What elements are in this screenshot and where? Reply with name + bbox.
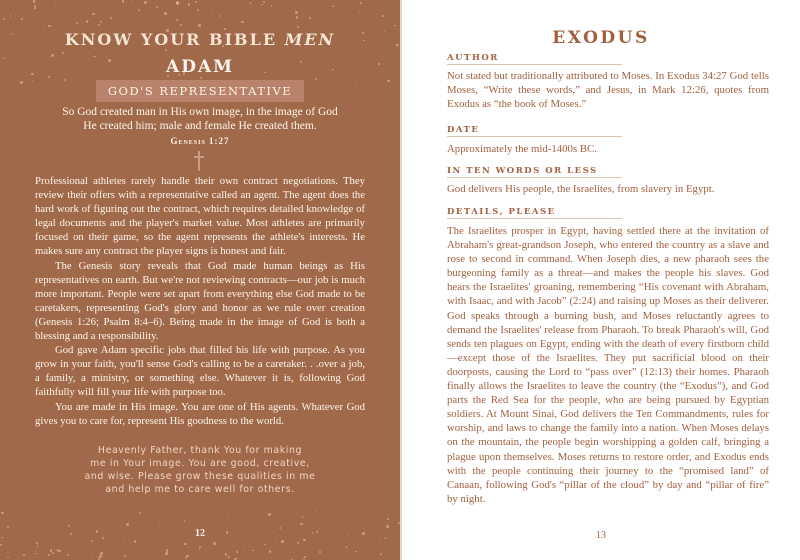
cross-icon [191, 151, 207, 171]
section-heading-ten-words: IN TEN WORDS OR LESS [447, 166, 622, 178]
paragraph: You are made in His image. You are one of His agents. Whatever God gives you to care for, represent His goodness to the world. [35, 400, 365, 427]
right-page [400, 0, 800, 560]
prayer-line: and wise. Please grow these qualities in me [84, 471, 316, 482]
page-number-right: 13 [596, 530, 606, 541]
paragraph: Professional athletes rarely handle their own contract negotiations. They review their offers with a representative called an agent. The agent does the hard work of figuring out the contract, which requires detailed knowledge of legal documents and the player's market value. Most athletes are primarily focused on their game, so the agent represents the athlete's interests. He makes sure any contract the player signs is honest and fair. [35, 175, 365, 258]
prayer-line: and help me to care well for others. [105, 484, 295, 495]
key-verse [0, 105, 400, 148]
section-heading-details: DETAILS, PLEASE [447, 207, 622, 219]
section-text-details: The Israelites prosper in Egypt, having settled there at the invitation of Abraham's great-grandson Joseph, who entered the country as a slave and rose to second in command. When Joseph dies, a new pharaoh sees the burgeoning family as a threat—and makes the people his slaves. God hears the Israelites' groaning, remembering “His covenant with Abraham, with Isaac, and with Jacob” (2:24) and raising up Moses as their deliverer. God speaks through a burning bush, and Moses reluctantly agrees to demand the Israelites' release from Pharaoh. To break Pharaoh's will, God sends ten plagues on Egypt, ending with the death of every firstborn child—except those of the Israelites. They put sacrificial blood on their doorposts, causing the Lord to “pass over” (12:13) their homes. Pharaoh finally allows the Israelites to leave the country (the “Exodus”), and God parts the Red Sea for the people, who are being pursued by Egyptian soldiers. At Mount Sinai, God delivers the Ten Commandments, rules for worship, and laws to change the family into a nation. When Moses delays on the mountain, the people begin worshipping a golden calf, bringing a plague upon themselves. Moses returns to restore order, and Exodus ends with the people continuing their journey to the “promised land” of Canaan, following God's “pillar of the cloud” by day and “pillar of fire” by night. [447, 225, 769, 505]
subtitle-banner: GOD'S REPRESENTATIVE [96, 80, 304, 102]
devotional-body [35, 174, 365, 428]
prayer-line: me in Your image. You are good, creative, [90, 458, 310, 469]
series-title [0, 30, 400, 49]
prayer [60, 444, 340, 496]
paragraph: The Genesis story reveals that God made human beings as His representatives on earth. But we're not reviewing contracts—our job is much more important. People were set apart from everything else God made to be caretakers, representing God's glory and honor as we rule over creation (Genesis 1:26; Psalm 8:4–6). Being made in the image of God is both a blessing and a responsibility. [35, 259, 365, 343]
verse-line: He created him; male and female He created them. [83, 120, 317, 132]
person-name: ADAM [166, 57, 234, 77]
section-text-author: Not stated but traditionally attributed to Moses. In Exodus 34:27 God tells Moses, “Write these words,” and Jesus, in Mark 12:26, quotes from Exodus as “the book of Moses.” [447, 70, 769, 111]
page-number-left: 12 [195, 528, 205, 539]
series-title-emphasis: MEN [284, 30, 336, 49]
book-title: EXODUS [552, 28, 650, 48]
verse-line: So God created man in His own image, in the image of God [62, 106, 338, 118]
section-heading-author: AUTHOR [447, 53, 622, 65]
section-text-date: Approximately the mid-1400s BC. [447, 143, 597, 155]
paragraph: God gave Adam specific jobs that filled his life with purpose. As you grow in your faith, you'll sense God's calling to be a caretaker. . .over a job, a family, a ministry, or something else. Whatever it is, following God faithfully will fill your life with purpose too. [35, 344, 365, 399]
section-text-ten-words: God delivers His people, the Israelites, from slavery in Egypt. [447, 183, 715, 195]
section-heading-date: DATE [447, 125, 622, 137]
verse-reference: Genesis 1:27 [170, 136, 230, 146]
prayer-line: Heavenly Father, thank You for making [97, 445, 303, 456]
series-title-prefix: KNOW YOUR BIBLE [64, 30, 278, 49]
